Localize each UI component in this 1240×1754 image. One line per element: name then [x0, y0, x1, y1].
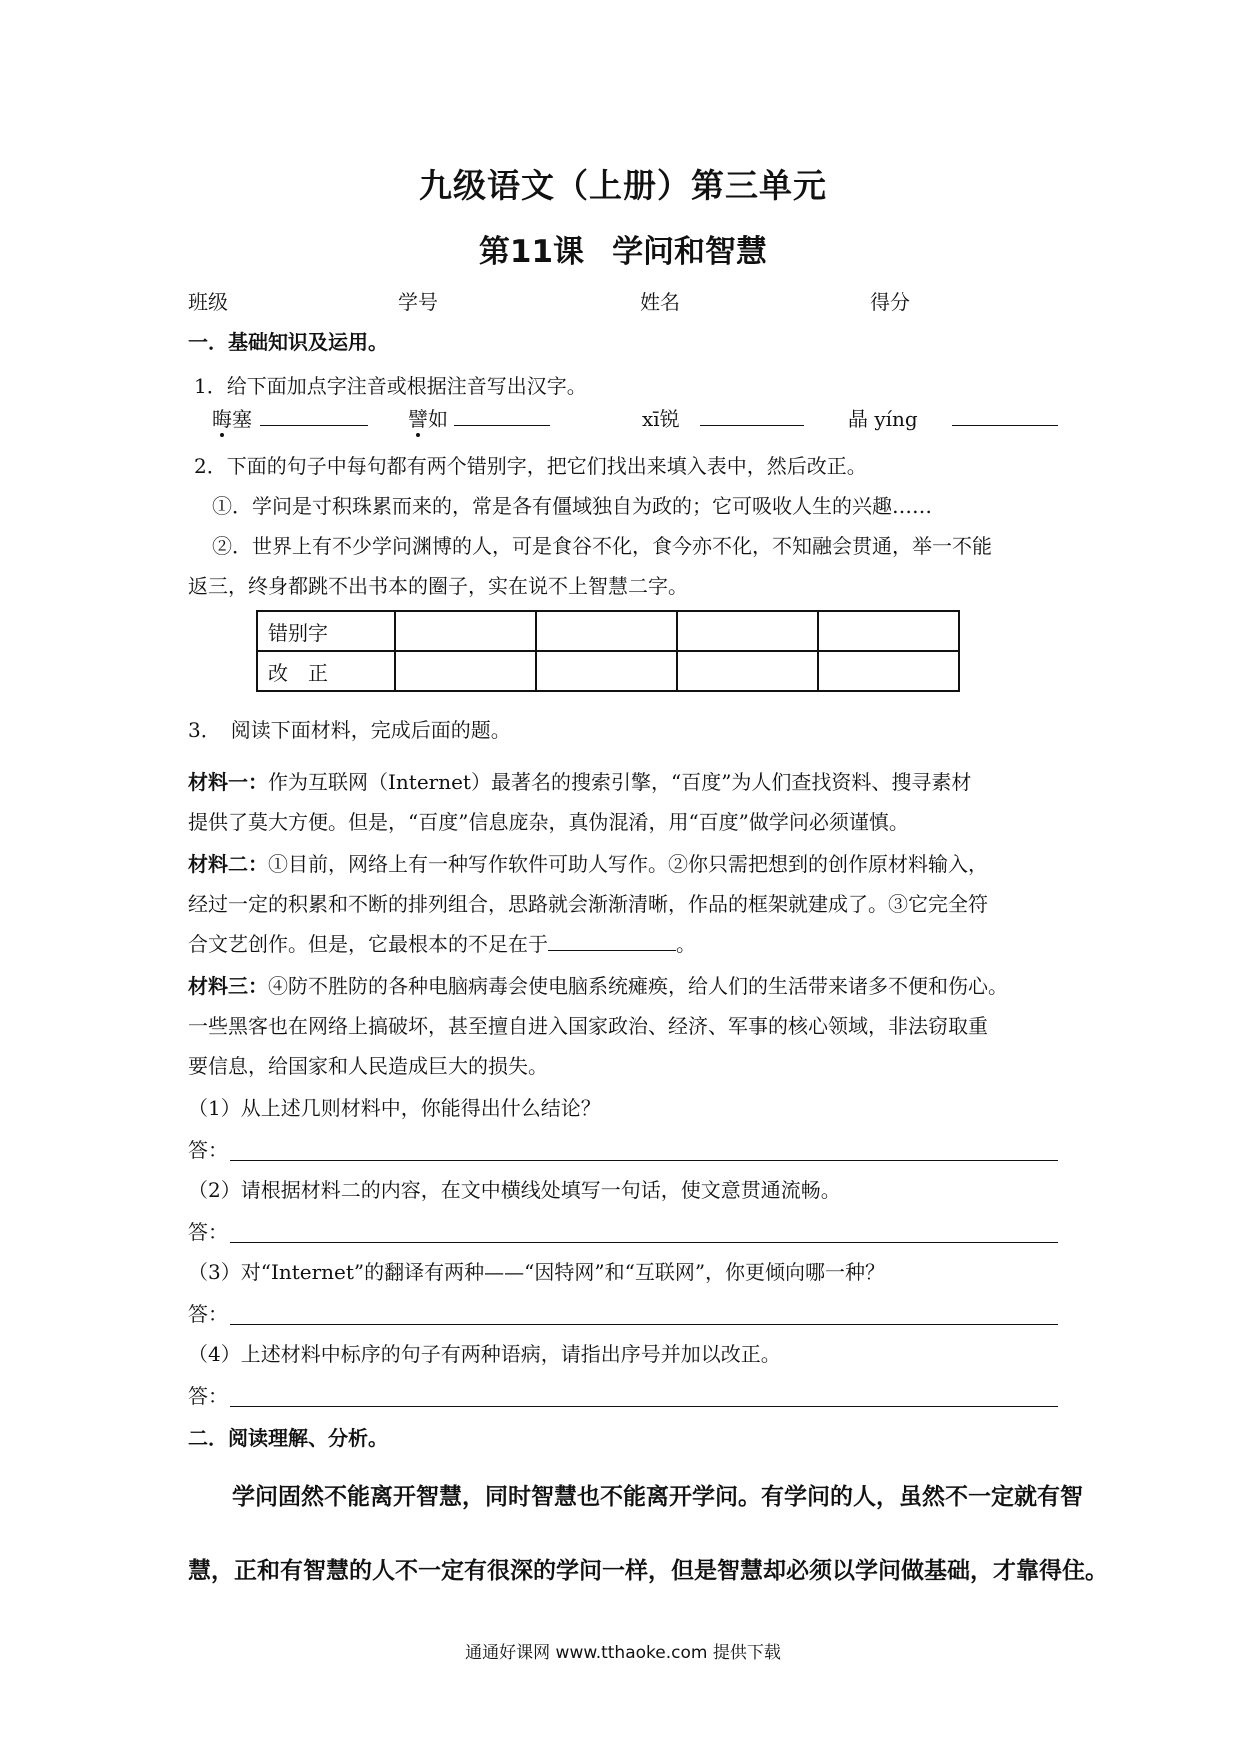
- student-info-row: [188, 288, 1058, 318]
- table-row: [257, 651, 959, 691]
- q3-prompt: 3． 阅读下面材料，完成后面的题。: [188, 718, 511, 742]
- q2-sentence-2a: ②．世界上有不少学问渊博的人，可是食谷不化，食今亦不化，不知融会贯通，举一不能: [212, 534, 992, 558]
- material-2-line-2: 经过一定的积累和不断的排列组合，思路就会渐渐清晰，作品的框架就建成了。③它完全符: [188, 892, 988, 916]
- reading-paragraph-line-2: 慧，正和有智慧的人不一定有很深的学问一样，但是智慧却必须以学问做基础，才靠得住。: [188, 1558, 1108, 1584]
- material-1-line-2: 提供了莫大方便。但是，“百度”信息庞杂，真伪混淆，用“百度”做学问必须谨慎。: [188, 810, 909, 834]
- subquestion-2: （2）请根据材料二的内容，在文中横线处填写一句话，使文意贯通流畅。: [188, 1178, 841, 1202]
- material-3-line-1: 材料三：④防不胜防的各种电脑病毒会使电脑系统瘫痪，给人们的生活带来诸多不便和伤心。: [188, 974, 1008, 998]
- table-cell[interactable]: [677, 611, 818, 651]
- footer-text: 通通好课网 www.tthaoke.com 提供下载: [465, 1643, 781, 1663]
- material-3-line-2: 一些黑客也在网络上搞破坏，甚至擅自进入国家政治、经济、军事的核心领域，非法窃取重: [188, 1014, 988, 1038]
- q1-answer-1[interactable]: [260, 405, 368, 426]
- lesson-title: [188, 226, 1058, 271]
- table-row: [257, 611, 959, 651]
- table-cell[interactable]: [536, 611, 677, 651]
- q1-prompt: 1．给下面加点字注音或根据注音写出汉字。: [194, 374, 587, 398]
- table-cell[interactable]: [395, 611, 536, 651]
- q1-items-row: [212, 405, 1062, 435]
- answer-line-4[interactable]: 答：: [188, 1380, 1058, 1410]
- material-2-blank[interactable]: [548, 930, 676, 951]
- section1-heading: 一．基础知识及运用。: [188, 330, 388, 354]
- subquestion-1: （1）从上述几则材料中，你能得出什么结论？: [188, 1096, 601, 1120]
- q1-item-2: 譬如: [408, 407, 448, 431]
- q1-item-3: xī锐: [642, 407, 680, 431]
- material-3-line-3: 要信息，给国家和人民造成巨大的损失。: [188, 1054, 548, 1078]
- table-cell[interactable]: [677, 651, 818, 691]
- q1-item-4: 晶 yíng: [848, 407, 918, 431]
- q2-sentence-2b: 返三，终身都跳不出书本的圈子，实在说不上智慧二字。: [188, 574, 688, 598]
- q1-item-1: 晦塞: [212, 407, 252, 431]
- score-label: 得分: [870, 290, 910, 314]
- table-cell[interactable]: [536, 651, 677, 691]
- subquestion-4: （4）上述材料中标序的句子有两种语病，请指出序号并加以改正。: [188, 1342, 781, 1366]
- name-label: 姓名: [640, 290, 680, 314]
- q2-sentence-1: ①．学问是寸积珠累而来的，常是各有僵域独自为政的；它可吸收人生的兴趣……: [212, 494, 932, 518]
- q1-answer-3[interactable]: [700, 405, 804, 426]
- q1-answer-2[interactable]: [454, 405, 550, 426]
- class-label: 班级: [188, 290, 228, 314]
- unit-title: 九级语文（上册）第三单元: [419, 166, 827, 205]
- answer-line-2[interactable]: 答：: [188, 1216, 1058, 1246]
- subquestion-3: （3）对“Internet”的翻译有两种——“因特网”和“互联网”，你更倾向哪一种？: [188, 1260, 886, 1284]
- material-2-line-3: 合文艺创作。但是，它最根本的不足在于 。: [188, 932, 696, 956]
- error-correction-table: [256, 610, 960, 692]
- lesson-number: 第11课: [478, 234, 585, 270]
- material-2-line-1: 材料二：①目前，网络上有一种写作软件可助人写作。②你只需把想到的创作原材料输入，: [188, 852, 988, 876]
- answer-line-3[interactable]: 答：: [188, 1298, 1058, 1328]
- q1-answer-4[interactable]: [952, 405, 1058, 426]
- section2-heading: 二．阅读理解、分析。: [188, 1426, 388, 1450]
- worksheet-page: [188, 0, 1108, 1754]
- q2-prompt: 2．下面的句子中每句都有两个错别字，把它们找出来填入表中，然后改正。: [194, 454, 867, 478]
- table-cell[interactable]: [395, 651, 536, 691]
- table-header-typo: 错别字: [257, 611, 395, 651]
- reading-paragraph-line-1: 学问固然不能离开智慧，同时智慧也不能离开学问。有学问的人，虽然不一定就有智: [232, 1484, 1083, 1510]
- answer-line-1[interactable]: 答：: [188, 1134, 1058, 1164]
- lesson-name: 学问和智慧: [612, 234, 768, 270]
- table-header-correction: 改 正: [257, 651, 395, 691]
- table-cell[interactable]: [818, 651, 959, 691]
- material-1-line-1: 材料一：作为互联网（Internet）最著名的搜索引擎，“百度”为人们查找资料、搜寻素材: [188, 770, 972, 794]
- student-id-label: 学号: [398, 290, 438, 314]
- table-cell[interactable]: [818, 611, 959, 651]
